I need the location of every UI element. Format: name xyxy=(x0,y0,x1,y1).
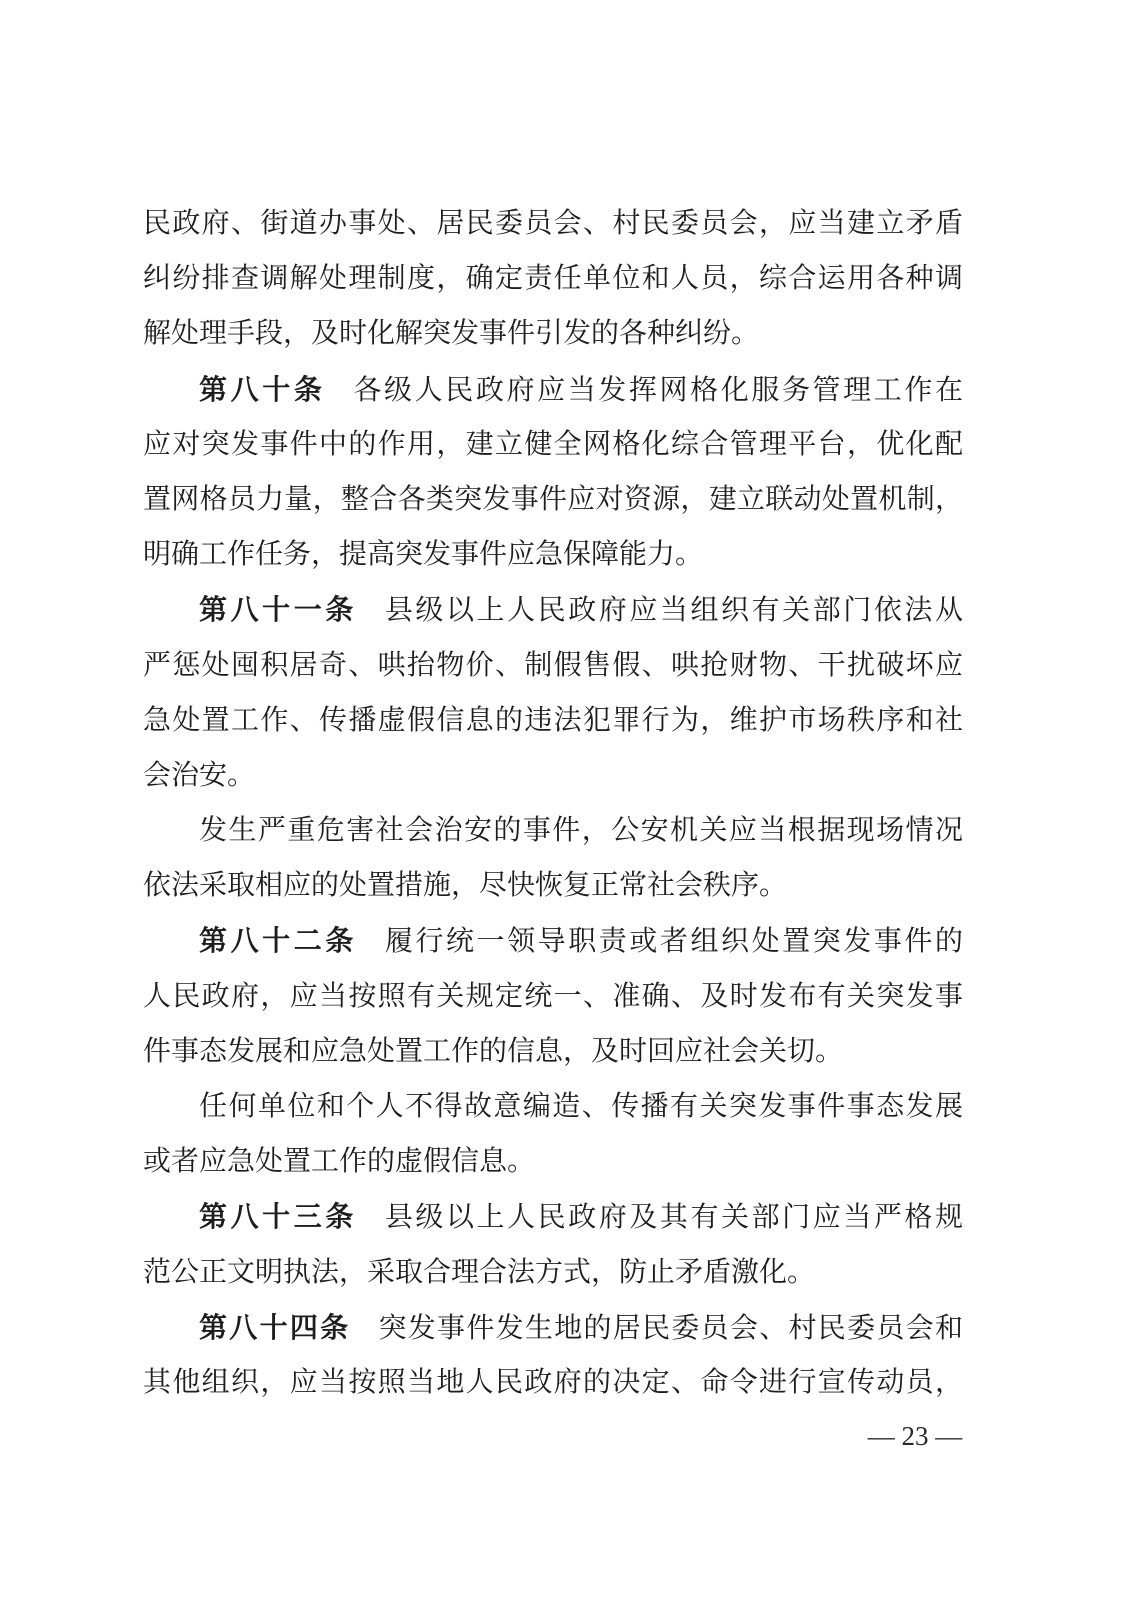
text-run: 置网格员力量，整合各类突发事件应对资源，建立联动处置机制， xyxy=(143,483,963,515)
article-number: 第八十三条 xyxy=(199,1201,357,1233)
text-line xyxy=(143,306,963,361)
text-run: 民政府、街道办事处、居民委员会、村民委员会，应当建立矛盾 xyxy=(143,208,963,239)
text-line xyxy=(143,1189,963,1244)
page-number: — 23 — xyxy=(867,1421,963,1451)
text-run: 各级人民政府应当发挥网格化服务管理工作在 xyxy=(353,374,963,406)
text-run: 任何单位和个人不得故意编造、传播有关突发事件事态发展 xyxy=(199,1091,963,1122)
text-line xyxy=(143,527,963,582)
text-run: 解处理手段，及时化解突发事件引发的各种纠纷。 xyxy=(143,318,760,350)
text-run: 或者应急处置工作的虚假信息。 xyxy=(143,1146,536,1178)
text-run: 会治安。 xyxy=(143,759,256,791)
text-run: 严惩处囤积居奇、哄抬物价、制假售假、哄抢财物、干扰破坏应 xyxy=(143,649,963,681)
text-line xyxy=(143,1355,963,1410)
text-line xyxy=(143,1024,963,1079)
text-run: 发生严重危害社会治安的事件，公安机关应当根据现场情况 xyxy=(199,815,963,847)
text-run: 县级以上人民政府及其有关部门应当严格规 xyxy=(384,1202,963,1234)
text-line xyxy=(143,196,963,251)
text-run: 其他组织，应当按照当地人民政府的决定、命令进行宣传动员， xyxy=(143,1366,963,1398)
text-run: 履行统一领导职责或者组织处置突发事件的 xyxy=(384,926,963,958)
text-line xyxy=(143,803,963,858)
text-run: 件事态发展和应急处置工作的信息，及时回应社会关切。 xyxy=(143,1035,844,1067)
article-number: 第八十一条 xyxy=(199,594,357,626)
text-run: 纠纷排查调解处理制度，确定责任单位和人员，综合运用各种调 xyxy=(143,263,963,295)
text-line xyxy=(143,1134,963,1189)
text-line xyxy=(143,417,963,472)
text-run: 依法采取相应的处置措施，尽快恢复正常社会秩序。 xyxy=(143,870,788,902)
text-line xyxy=(143,472,963,527)
text-line xyxy=(143,748,963,803)
text-line xyxy=(143,638,963,693)
text-line xyxy=(143,251,963,306)
text-line xyxy=(143,1245,963,1300)
text-run: 急处置工作、传播虚假信息的违法犯罪行为，维护市场秩序和社 xyxy=(143,704,963,736)
text-line xyxy=(143,969,963,1024)
text-run: 应对突发事件中的作用，建立健全网格化综合管理平台，优化配 xyxy=(143,428,963,460)
text-line xyxy=(143,1300,963,1355)
text-line xyxy=(143,362,963,417)
text-run: 突发事件发生地的居民委员会、村民委员会和 xyxy=(378,1312,963,1344)
article-number: 第八十条 xyxy=(199,373,326,405)
text-run: 县级以上人民政府应当组织有关部门依法从 xyxy=(384,595,963,627)
text-run: 人民政府，应当按照有关规定统一、准确、及时发布有关突发事 xyxy=(143,980,963,1012)
text-line xyxy=(143,913,963,968)
text-line xyxy=(143,1079,963,1134)
text-line xyxy=(143,858,963,913)
article-number: 第八十四条 xyxy=(199,1311,351,1343)
article-number: 第八十二条 xyxy=(199,925,357,957)
text-run: 明确工作任务，提高突发事件应急保障能力。 xyxy=(143,539,704,571)
document-body xyxy=(143,196,963,1410)
text-line xyxy=(143,582,963,637)
text-line xyxy=(143,693,963,748)
text-run: 范公正文明执法，采取合理合法方式，防止矛盾激化。 xyxy=(143,1256,816,1288)
